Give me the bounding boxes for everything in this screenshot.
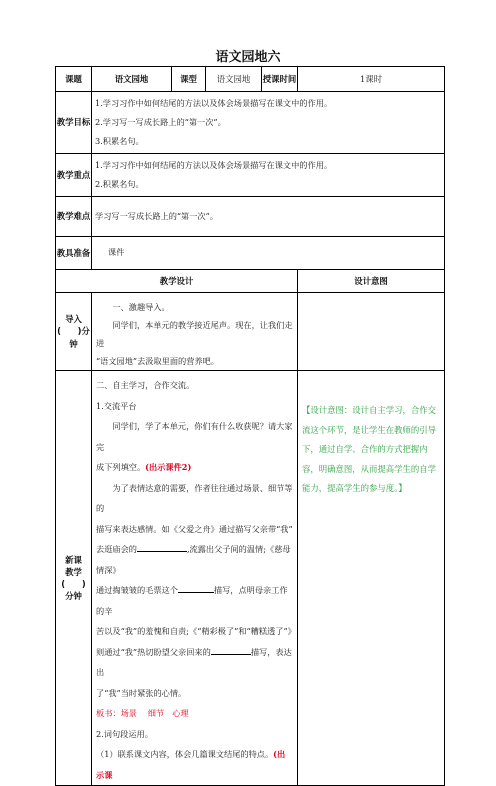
- course-value: 语文园地: [92, 67, 172, 92]
- goal-item: 2.学习写一写成长路上的“第一次”。: [95, 117, 226, 127]
- section-header-row: [56, 270, 445, 293]
- paragraph: 苦以及“我”的羞愧和自责;《“精彩极了”和“糟糕透了”》: [96, 626, 296, 636]
- paragraph-text: （1）联系课文内容，体会几篇课文结尾的特点。: [96, 749, 274, 759]
- time-value: 1课时: [298, 67, 445, 92]
- difficulty-text: 学习写一写成长路上的“第一次”。: [92, 197, 445, 237]
- key-points-row: [56, 154, 445, 197]
- new-lesson-row: [56, 371, 445, 786]
- materials-row: [56, 237, 445, 270]
- subheading: 2.词句段运用。: [96, 728, 153, 739]
- intro-intent: [298, 293, 445, 371]
- time-label: 授课时间: [262, 67, 298, 92]
- goals-label: 教学目标: [56, 92, 92, 154]
- intro-paragraph: “语文园地”去汲取里面的营养吧。: [96, 356, 219, 366]
- paragraph: [96, 580, 293, 621]
- intro-label-line: ( )分钟: [57, 326, 90, 349]
- intro-heading: 一、激趣导入。: [112, 302, 170, 312]
- new-lesson-label-line: 新课: [65, 554, 82, 565]
- paragraph: 同学们，学了本单元，你们有什么收获呢？请大家完: [96, 421, 293, 452]
- intro-content: [92, 293, 298, 371]
- intro-label-line: 导入: [65, 314, 82, 325]
- key-points-content: [92, 154, 445, 197]
- materials-text: 课件: [92, 237, 445, 270]
- fill-blank: [137, 542, 187, 552]
- type-value: 语文园地: [206, 67, 262, 92]
- new-lesson-label-line: 分钟: [65, 591, 82, 602]
- paragraph-text: 则通过“我”热切盼望父亲回来的: [96, 646, 211, 657]
- new-lesson-label-line: ( ): [61, 579, 86, 589]
- intro-paragraph: 同学们，本单元的教学接近尾声。现在，让我们走进: [96, 320, 293, 348]
- paragraph: [96, 744, 293, 785]
- board-note: 板书：场景 细节 心理: [96, 708, 189, 718]
- key-points-label: 教学重点: [56, 154, 92, 197]
- new-lesson-content: [92, 371, 298, 786]
- paragraph: [96, 457, 293, 478]
- materials-label: 教具准备: [56, 237, 92, 270]
- fill-blank: [178, 583, 214, 593]
- intro-row: [56, 293, 445, 371]
- design-header: 教学设计: [56, 270, 298, 293]
- courseware-cue: (出示课: [96, 749, 286, 780]
- difficulty-label: 教学难点: [56, 197, 92, 237]
- lesson-plan-table: [55, 66, 445, 786]
- paragraph-text: 描写，点明母亲工作的辛: [96, 585, 288, 616]
- paragraph-text: 描写，表达出: [96, 646, 292, 677]
- paragraph: 描写来表达感情。如《父爱之舟》通过描写父亲带“我”: [96, 523, 293, 534]
- subheading: 1.交流平台: [96, 400, 137, 411]
- goals-row: [56, 92, 445, 154]
- page-title: 语文园地六: [215, 50, 281, 65]
- difficulty-row: [56, 197, 445, 237]
- design-intent-note: 【设计意图：设计自主学习，合作交流这个环节，是让学生在教师的引导下，通过自学、合作的方式把握内容，明确意图，从而提高学生的自学能力，提高学生的参与度。】: [298, 371, 445, 786]
- fill-blank: [211, 645, 251, 655]
- paragraph: 为了表情达意的需要，作者往往通过场景、细节等的: [96, 482, 293, 513]
- goal-item: 1.学习习作中如何结尾的方法以及体会场景描写在课文中的作用。: [95, 98, 333, 108]
- section-heading: 二、自主学习，合作交流。: [96, 380, 195, 390]
- intent-header: 设计意图: [298, 270, 445, 293]
- paragraph-text: 去逛庙会的: [96, 544, 137, 554]
- paragraph-text: 通过掏皱皱的毛票这个: [96, 585, 178, 595]
- key-point-item: 2.积累名句。: [95, 179, 144, 189]
- goal-item: 3.积累名句。: [95, 136, 144, 146]
- paragraph: [96, 642, 293, 683]
- new-lesson-label-line: 教学: [65, 566, 82, 577]
- key-point-item: 1.学习习作中如何结尾的方法以及体会场景描写在课文中的作用。: [95, 160, 333, 170]
- paragraph: [96, 539, 293, 580]
- courseware-cue: (出示课件2): [145, 462, 192, 472]
- paragraph-text: ,流露出父子间的温情;《慈母情深》: [96, 544, 291, 575]
- type-label: 课型: [172, 67, 206, 92]
- paragraph-text: 成下列填空。: [96, 462, 146, 472]
- paragraph: 了“我”当时紧张的心情。: [96, 687, 187, 698]
- new-lesson-label: [56, 371, 92, 786]
- course-label: 课题: [56, 67, 92, 92]
- header-row: [56, 67, 445, 92]
- intro-label: [56, 293, 92, 371]
- goals-content: [92, 92, 445, 154]
